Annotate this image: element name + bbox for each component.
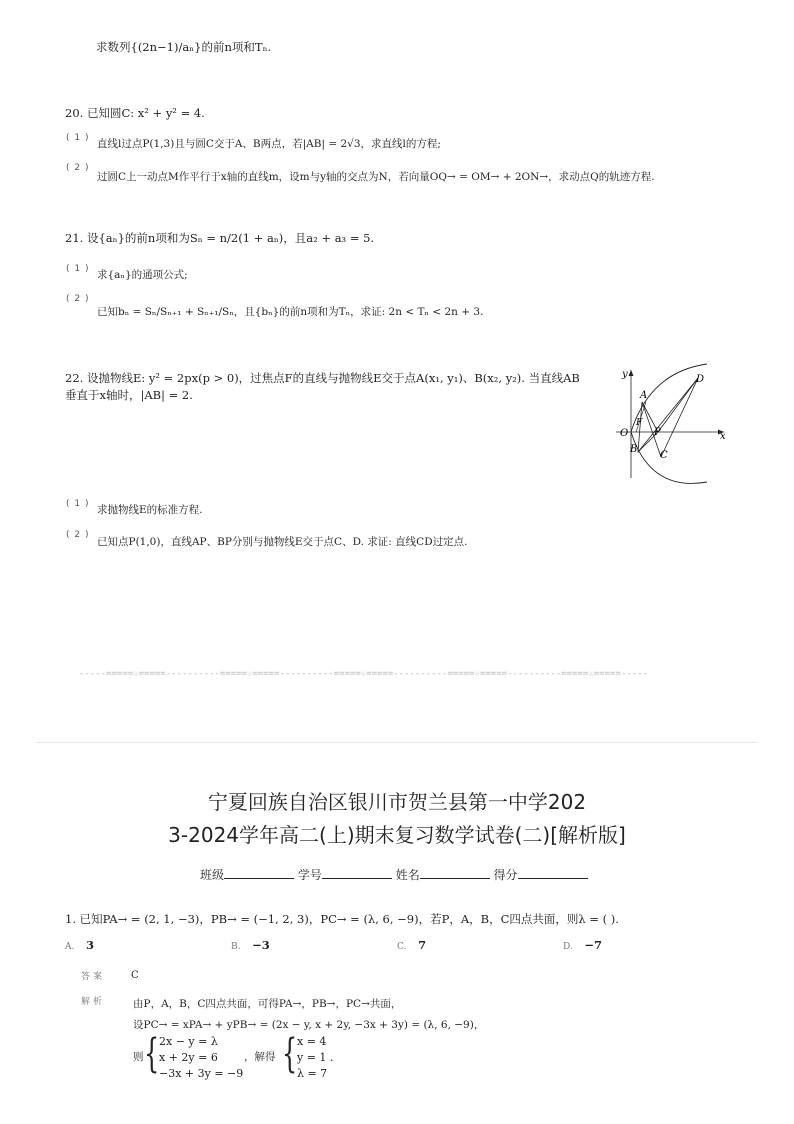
q21-part2-number: ( 2 )	[66, 294, 90, 304]
q20-stem: 20. 已知圆C: x² + y² = 4.	[65, 106, 205, 120]
q22-part1-number: ( 1 )	[66, 499, 90, 509]
section-separator: -----=====☆=====----------=====☆=====----------=====☆=====----------=====☆=====----------=====☆=====-----	[79, 669, 648, 679]
fig-label-x: x	[720, 431, 726, 442]
analysis-line2: 设PC→ = xPA→ + yPB→ = (2x − y, x + 2y, −3x + 3y) = (λ, 6, −9)，	[133, 1019, 485, 1031]
fig-label-A: A	[640, 390, 648, 401]
analysis-solve: ，解得	[244, 1051, 276, 1063]
q22-stem-line2: 垂直于x轴时，|AB| = 2.	[65, 388, 193, 402]
fig-label-D: D	[696, 374, 705, 385]
class-field[interactable]	[224, 868, 294, 879]
analysis-label: 解析	[81, 997, 106, 1007]
q1-stem: 1. 已知PA→ = (2, 1, −3)，PB→ = (−1, 2, 3)，PC→ = (λ, 6, −9)，若P，A，B，C四点共面，则λ = ( ).	[65, 912, 619, 926]
system2: x = 4 y = 1 . λ = 7	[297, 1035, 334, 1080]
fig-label-C: C	[660, 450, 668, 461]
score-field[interactable]	[518, 868, 588, 879]
student-info-line	[200, 866, 588, 883]
system1-brace: {	[144, 1031, 160, 1077]
q21-stem: 21. 设{aₙ}的前n项和为Sₙ = n/2(1 + aₙ)，且a₂ + a₃ = 5.	[65, 231, 375, 245]
q1-option-d: D. −7	[563, 938, 603, 952]
answer-label: 答案	[81, 972, 106, 982]
page-title-line1: 宁夏回族自治区银川市贺兰县第一中学202	[207, 790, 587, 814]
page-divider	[36, 742, 758, 743]
q20-part1-number: ( 1 )	[66, 133, 90, 143]
q20-part2-number: ( 2 )	[66, 163, 90, 173]
q20-part2-text: 过圆C上一动点M作平行于x轴的直线m，设m与y轴的交点为N，若向量OQ→ = OM→ + 2ON→，求动点Q的轨迹方程.	[97, 171, 655, 183]
analysis-line1: 由P，A，B，C四点共面，可得PA→，PB→，PC→共面，	[133, 998, 402, 1010]
system1: 2x − y = λ x + 2y = 6 −3x + 3y = −9	[159, 1035, 244, 1080]
q22-stem-line1: 22. 设抛物线E: y² = 2px(p > 0)，过焦点F的直线与抛物线E交于点A(x₁, y₁)、B(x₂, y₂). 当直线AB	[65, 371, 580, 385]
q22-part2-number: ( 2 )	[66, 530, 90, 540]
q22-part2-text: 已知点P(1,0)，直线AP、BP分别与抛物线E交于点C、D. 求证: 直线CD过定点.	[97, 536, 468, 548]
q1-option-a: A. 3	[65, 938, 95, 952]
fig-label-F: F	[636, 418, 643, 428]
q1-option-c: C. 7	[397, 938, 427, 952]
q21-part2-text: 已知bₙ = Sₙ/Sₙ₊₁ + Sₙ₊₁/Sₙ，且{bₙ}的前n项和为Tₙ，求证: 2n < Tₙ < 2n + 3.	[97, 306, 484, 318]
student-id-label: 学号	[297, 868, 322, 882]
fig-label-P: P	[654, 427, 661, 438]
student-id-field[interactable]	[322, 868, 392, 879]
q22-part1-text: 求抛物线E的标准方程.	[97, 504, 203, 516]
name-label: 姓名	[395, 868, 420, 882]
answer-value: C	[131, 970, 139, 981]
q19-tail: 求数列{(2n−1)/aₙ}的前n项和Tₙ.	[96, 40, 272, 54]
class-label: 班级	[200, 868, 225, 882]
q21-part1-number: ( 1 )	[66, 264, 90, 274]
system2-brace: {	[282, 1031, 298, 1077]
fig-label-y: y	[622, 369, 628, 380]
parabola-figure	[612, 360, 742, 485]
name-field[interactable]	[420, 868, 490, 879]
fig-label-B: B	[630, 444, 638, 455]
q21-part1-text: 求{aₙ}的通项公式;	[97, 269, 188, 281]
q1-option-b: B. −3	[231, 938, 270, 952]
fig-label-O: O	[620, 428, 629, 439]
score-label: 得分	[493, 868, 518, 882]
q20-part1-text: 直线l过点P(1,3)且与圆C交于A、B两点，若|AB| = 2√3，求直线l的方程;	[97, 138, 441, 150]
page-title-line2: 3-2024学年高二(上)期末复习数学试卷(二)[解析版]	[168, 823, 626, 847]
analysis-then: 则	[133, 1051, 144, 1063]
